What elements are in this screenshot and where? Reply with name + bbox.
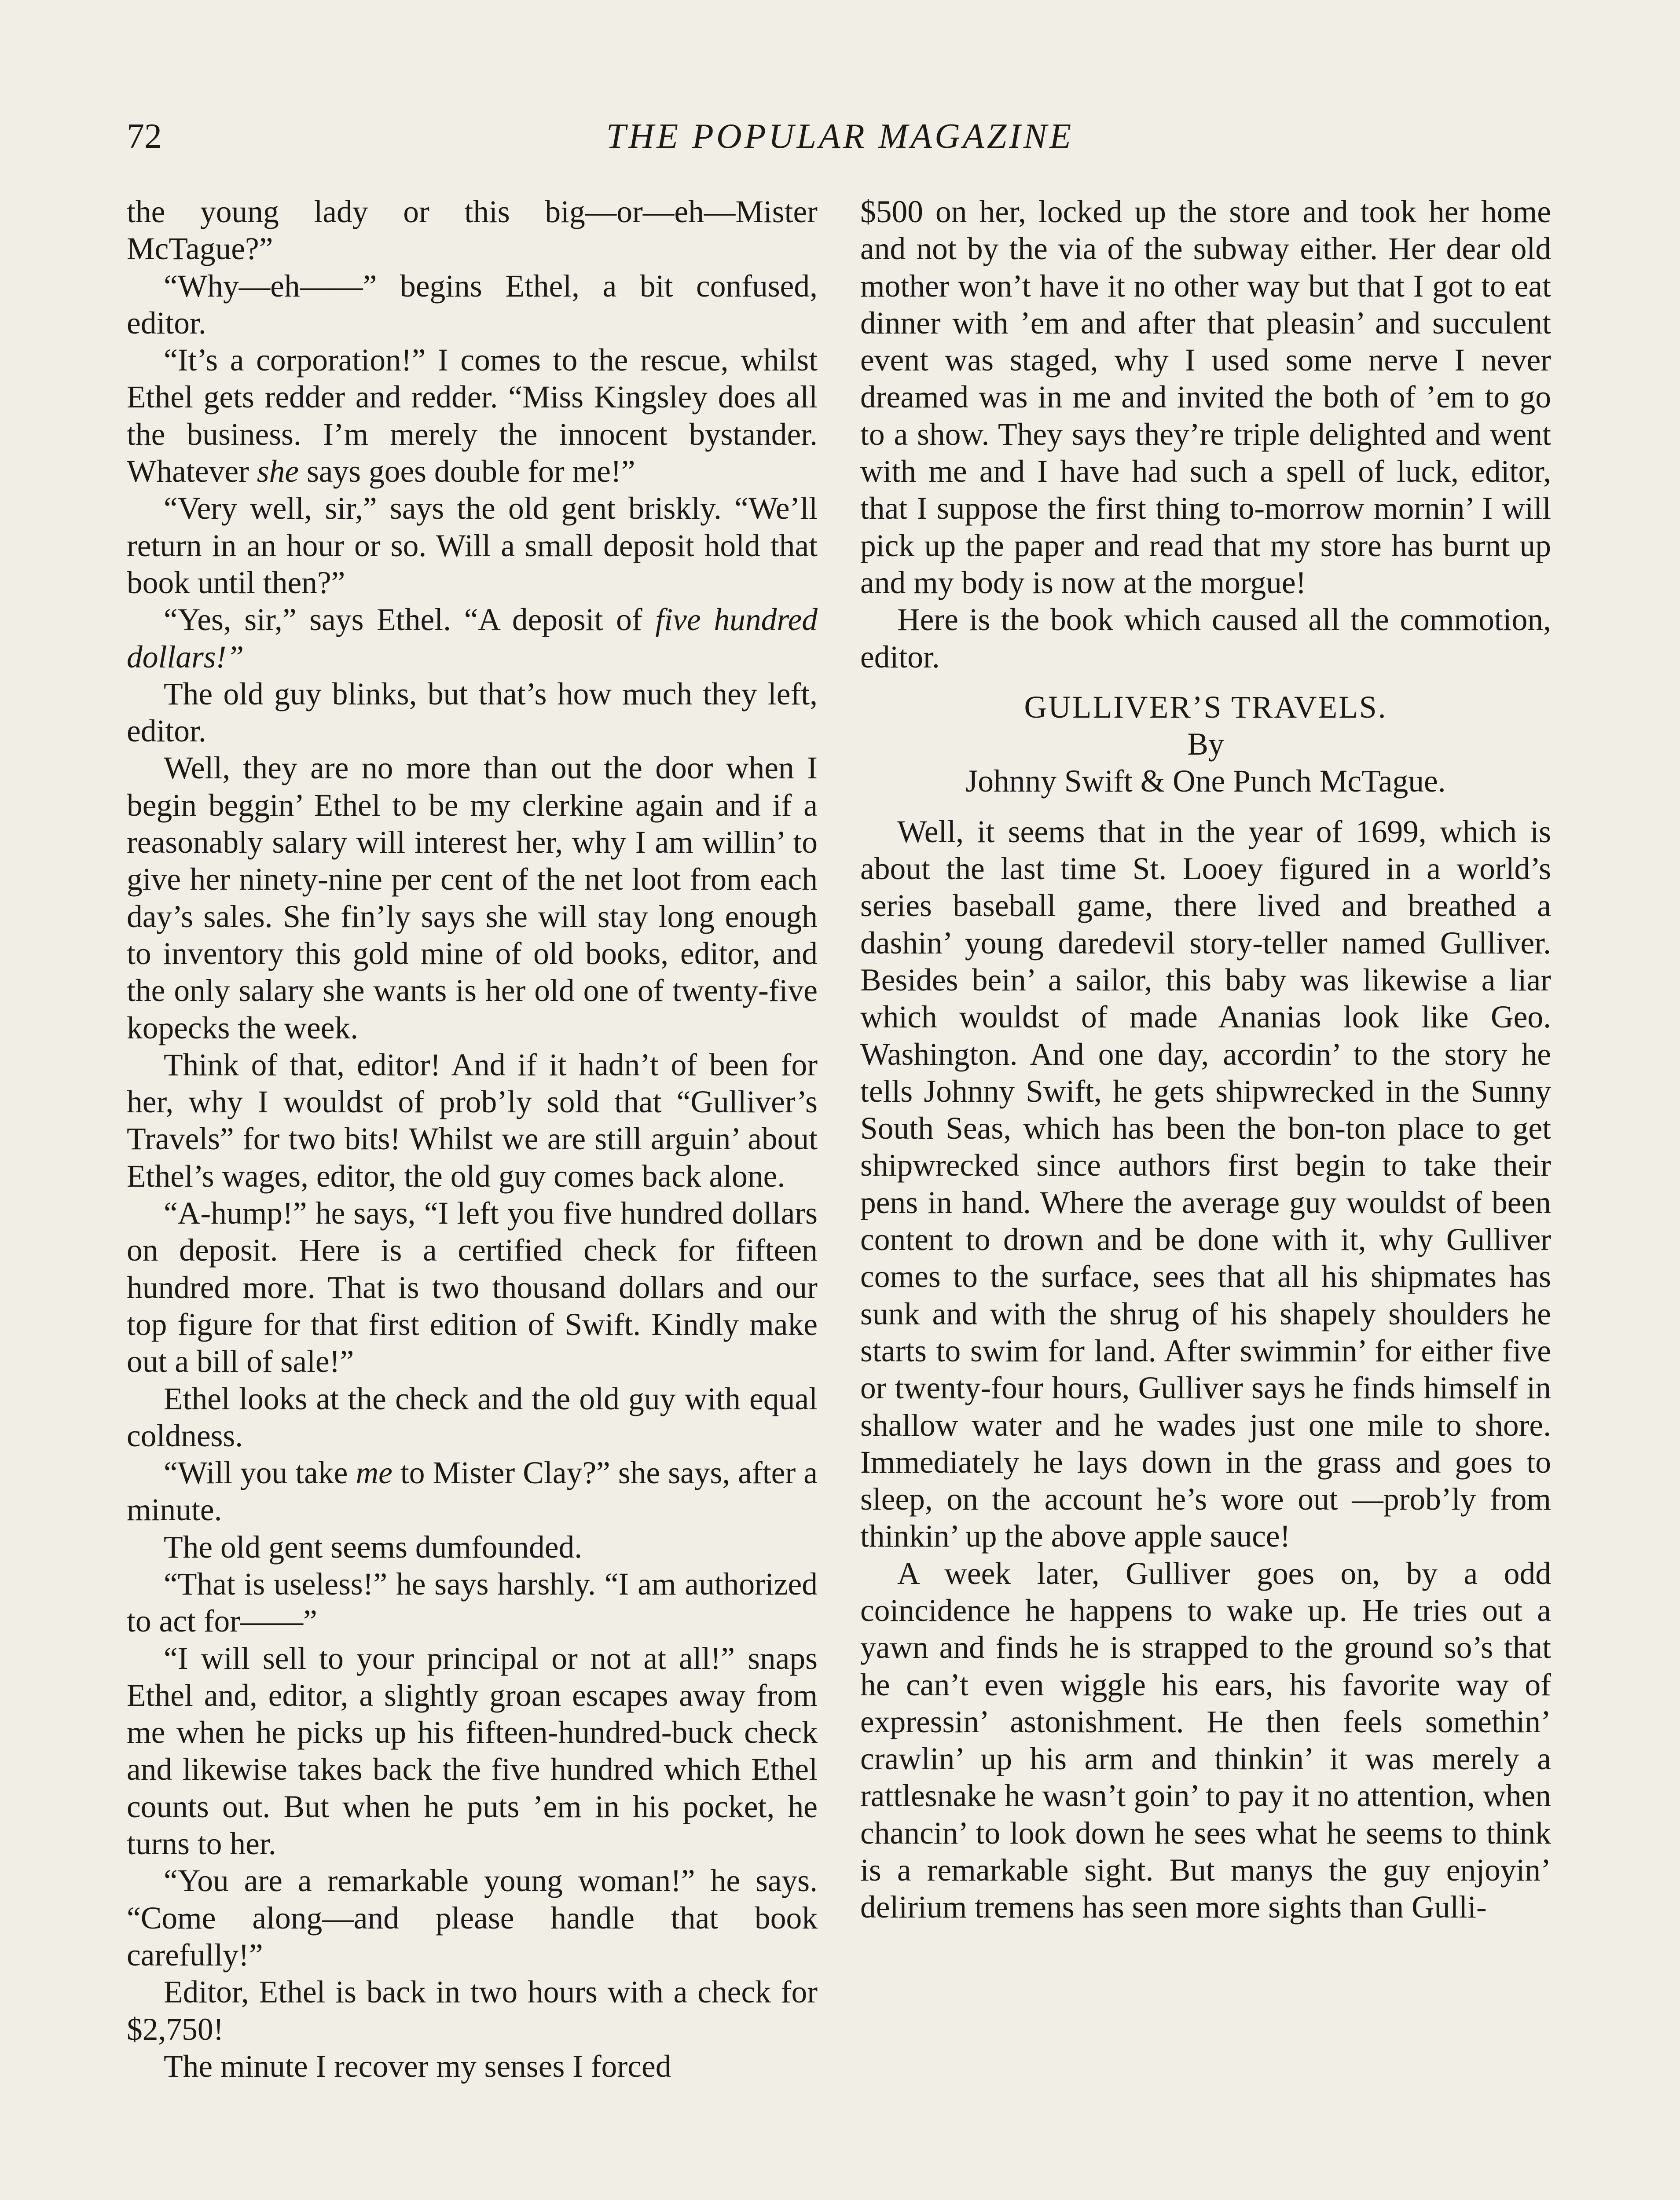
paragraph: The minute I recover my senses I forced: [164, 2049, 671, 2084]
paragraph: The old guy blinks, but that’s how much they left, editor.: [127, 676, 818, 749]
paragraph: Well, it seems that in the year of 1699, which is about the last time St. Looey figured in a world’s series baseball game, there lived and breathed a dashin’ young daredevil story-teller named Gulliver. Besides bein’ a sailor, this baby was likewise a liar which wouldst of made Ananias look like Geo. Washington. And one day, accordin’ to the story he tells Johnny Swift, he gets shipwrecked in the Sunny South Seas, which has been the bon-ton place to get shipwrecked since authors first begin to take their pens in hand. Where the average guy wouldst of been content to drown and be done with it, why Gulliver comes to the surface, sees that all his shipmates has sunk and with the shrug of his shapely shoulders he starts to swim for land. After swimmin’ for either five or twenty-four hours, Gulliver says he finds himself in shallow water and he wades just one mile to shore. Immediately he lays down in the grass and goes to sleep, on the account he’s wore out —prob’ly from thinkin’ up the above apple sauce!: [860, 814, 1551, 1554]
paragraph-text: “Will you take: [164, 1456, 356, 1491]
paragraph: Editor, Ethel is back in two hours with a check for $2,750!: [127, 1975, 818, 2047]
paragraph: [127, 601, 818, 676]
paragraph: A week later, Gulliver goes on, by a odd coincidence he happens to wake up. He tries out a yawn and finds he is strapped to the ground so’s that he can’t even wiggle his ears, his favorite way of expressin’ astonishment. He then feels somethin’ crawlin’ up his arm and thinkin’ it was merely a rattlesnake he wasn’t goin’ to pay it no attention, when chancin’ to look down he sees what he seems to think is a remarkable sight. But manys the guy enjoyin’ delirium tremens has seen more sights than Gulli-: [860, 1556, 1551, 1925]
left-column: [127, 194, 818, 2085]
paragraph: Well, they are no more than out the door when I begin beggin’ Ethel to be my clerkine again and if a reasonably salary will interest her, why I am willin’ to give her ninety-nine per cent of the net loot from each day’s sales. She fin’ly says she will stay long enough to inventory this gold mine of old books, editor, and the only salary she wants is her old one of twenty-five kopecks the week.: [127, 751, 818, 1045]
paragraph: “I will sell to your principal or not at all!” snaps Ethel and, editor, a slightly groan escapes away from me when he picks up his fifteen-hundred-buck check and likewise takes back the five hundred which Ethel counts out. But when he puts ’em in his pocket, he turns to her.: [127, 1641, 818, 1862]
paragraph: “A-hump!” he says, “I left you five hundred dollars on deposit. Here is a certified check for fifteen hundred more. That is two thousand dollars and our top figure for that first edition of Swift. Kindly make out a bill of sale!”: [127, 1196, 818, 1379]
paragraph: [127, 1455, 818, 1529]
page-number: 72: [127, 117, 162, 156]
story-author: Johnny Swift & One Punch McTague.: [965, 764, 1446, 799]
paragraph: the young lady or this big—or—eh—Mister McTague?”: [127, 194, 818, 267]
paragraph: Here is the book which caused all the commotion, editor.: [860, 602, 1551, 675]
paragraph: Think of that, editor! And if it hadn’t of been for her, why I wouldst of prob’ly sold that “Gulliver’s Travels” for two bits! Whilst we are still arguin’ about Ethel’s wages, editor, the old guy comes back alone.: [127, 1047, 818, 1194]
paragraph-text: to Mister Clay?” she says, after a minute.: [127, 1456, 818, 1528]
paragraph: “Very well, sir,” says the old gent briskly. “We’ll return in an hour or so. Will a small deposit hold that book until then?”: [127, 491, 818, 600]
paragraph-text: “Yes, sir,” says Ethel. “A deposit of: [164, 602, 656, 638]
paragraph-text: says goes double for me!”: [299, 454, 635, 489]
story-byline: By: [1187, 727, 1224, 762]
paragraph: Ethel looks at the check and the old guy with equal coldness.: [127, 1381, 818, 1453]
paragraph-text: “It’s a corporation!” I comes to the rescue, whilst Ethel gets redder and redder. “Miss Kingsley does all the business. I’m merely the innocent bystander. Whatever: [127, 343, 818, 489]
paragraph: [127, 342, 818, 490]
emphasis: me: [356, 1456, 392, 1491]
running-head: THE POPULAR MAGAZINE: [606, 117, 1074, 156]
story-title: GULLIVER’S TRAVELS.: [1024, 689, 1387, 725]
paragraph: The old gent seems dumfounded.: [164, 1529, 583, 1565]
paragraph: “Why—eh——” begins Ethel, a bit confused, editor.: [127, 268, 818, 341]
paragraph: “That is useless!” he says harshly. “I am authorized to act for——”: [127, 1566, 818, 1639]
paragraph: $500 on her, locked up the store and took her home and not by the via of the subway either. Her dear old mother won’t have it no other way but that I got to eat dinner with ’em and after that pleasin’ and succulent event was staged, why I used some nerve I never dreamed was in me and invited the both of ’em to go to a show. They says they’re triple delighted and went with me and I have had such a spell of luck, editor, that I suppose the first thing to-morrow mornin’ I will pick up the paper and read that my store has burnt up and my body is now at the morgue!: [860, 194, 1551, 600]
paragraph: “You are a remarkable young woman!” he says. “Come along—and please handle that book carefully!”: [127, 1863, 818, 1973]
emphasis: she: [257, 454, 299, 489]
right-column: [860, 194, 1551, 1926]
emphasis: five hundred dollars!”: [127, 602, 818, 675]
